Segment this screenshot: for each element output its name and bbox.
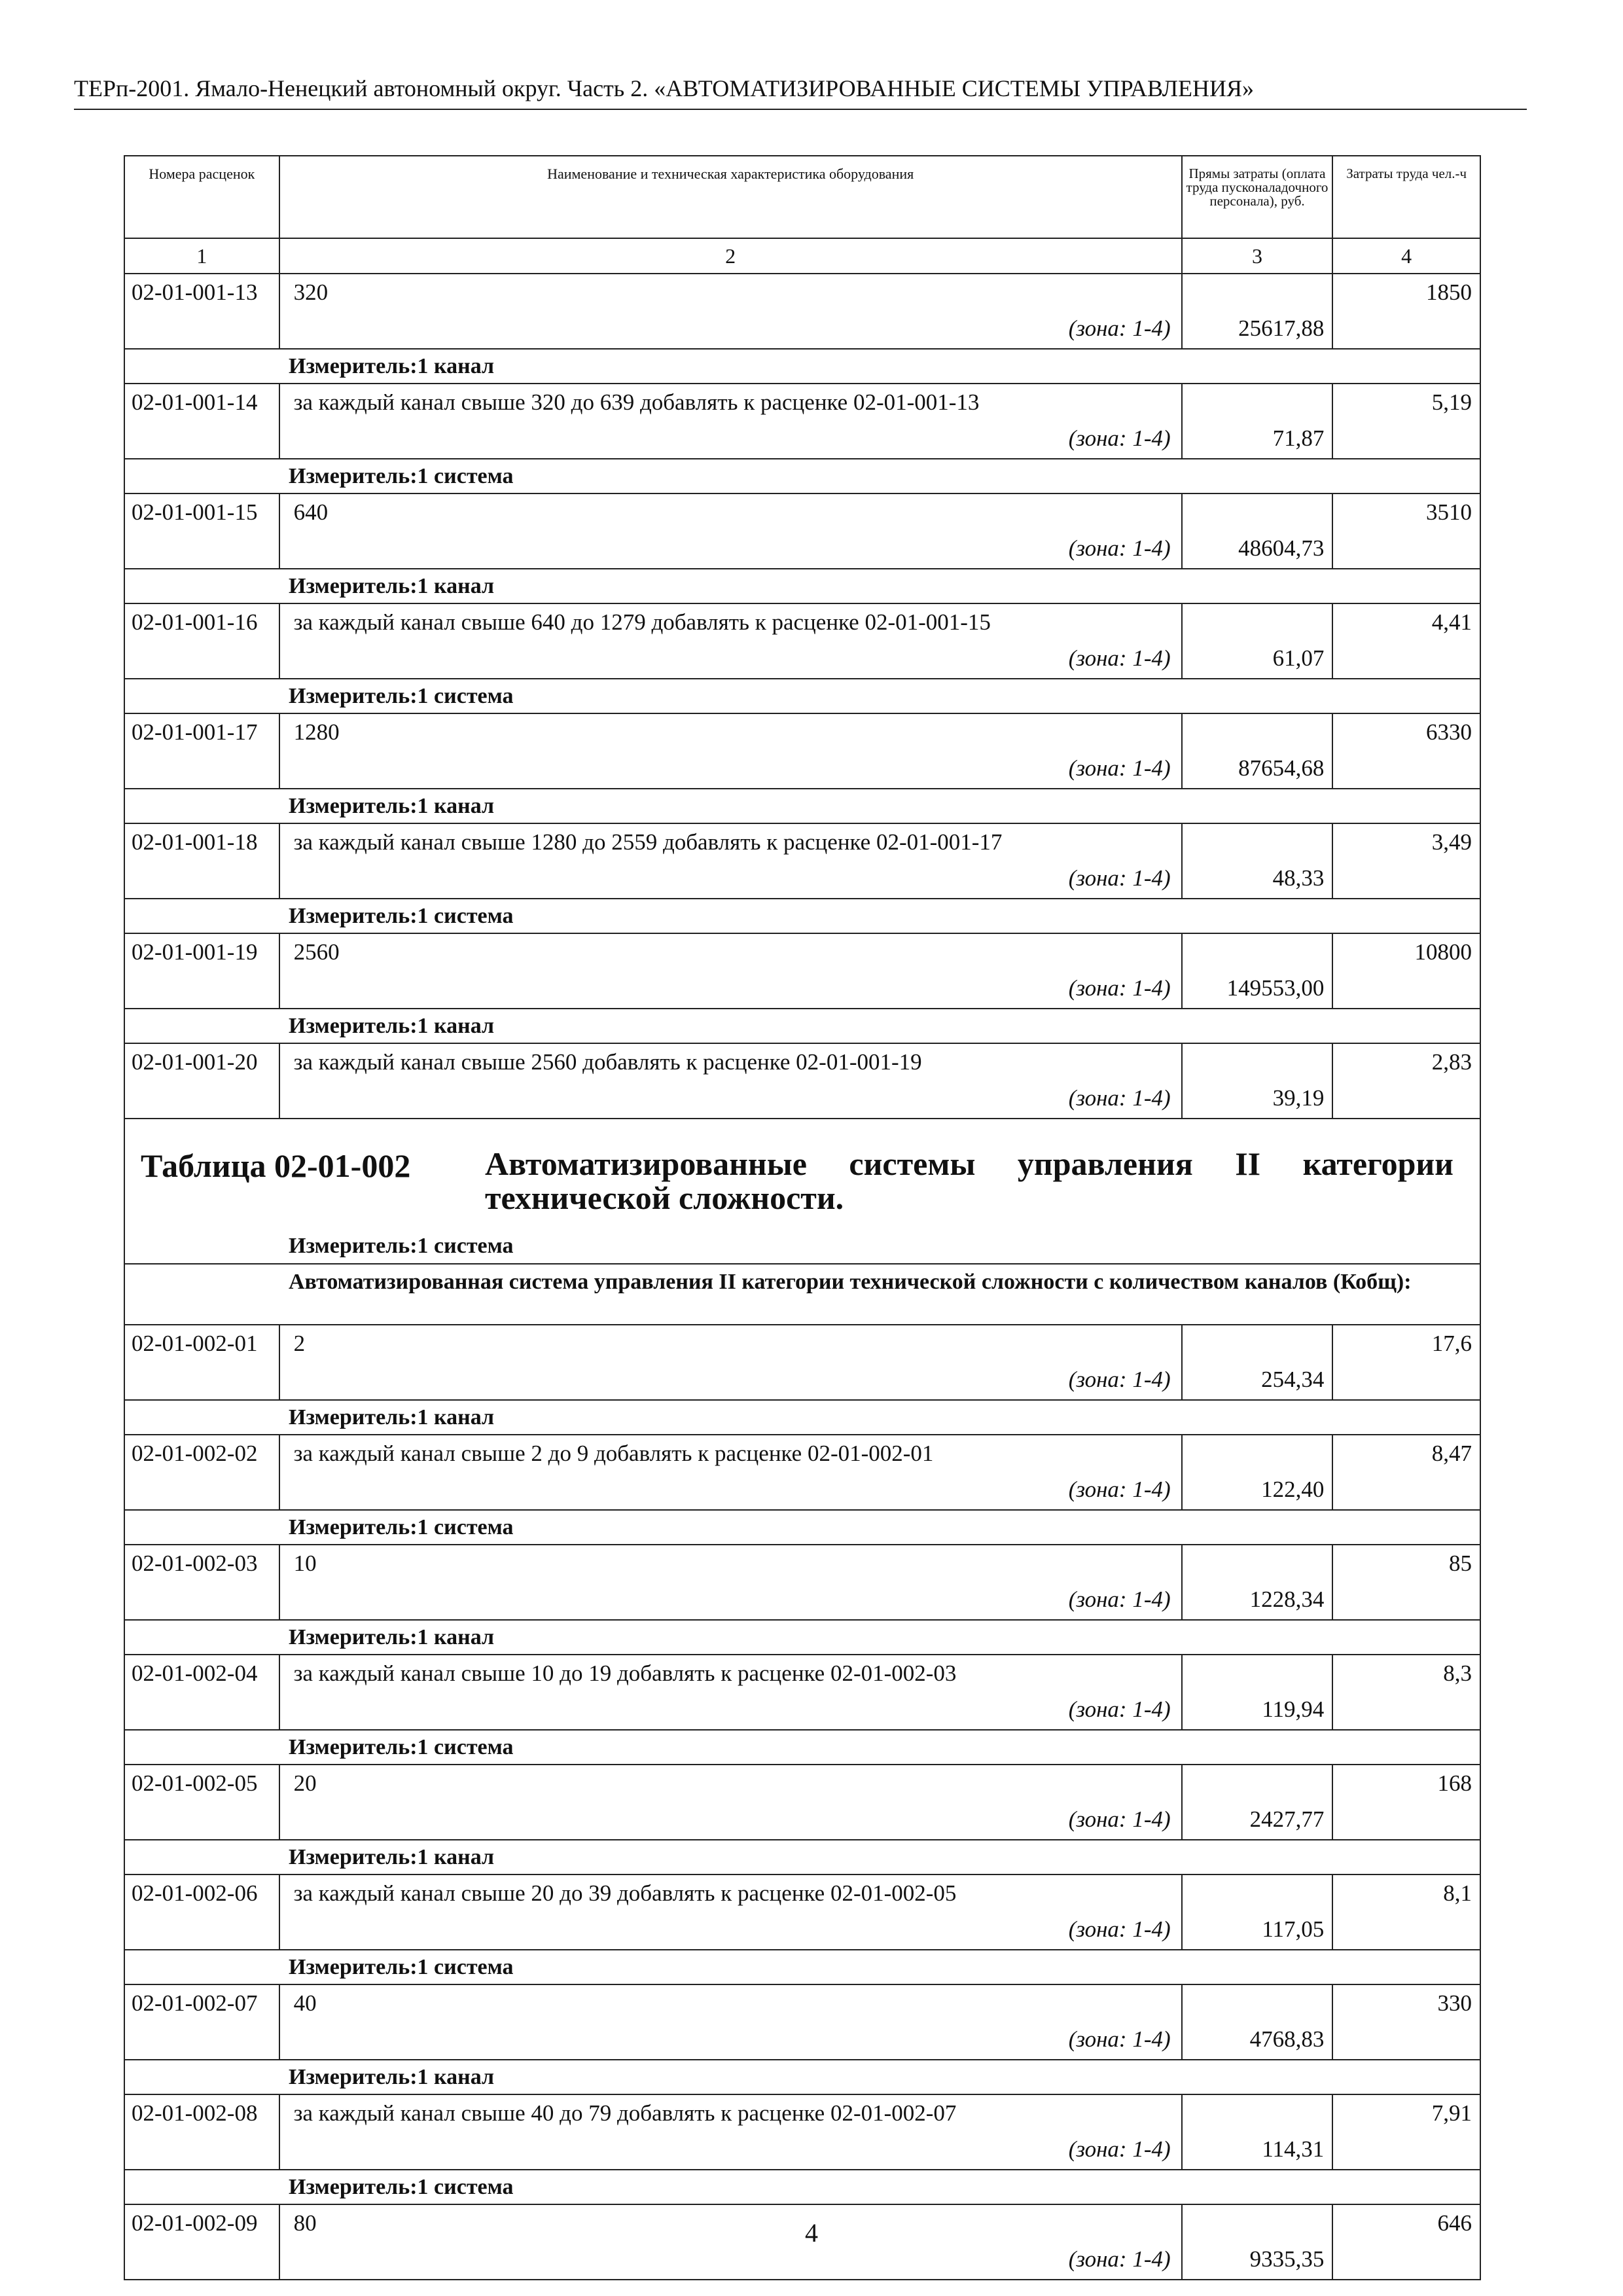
direct-cost-cell	[1182, 713, 1333, 789]
rate-code: 02-01-002-03	[124, 1545, 279, 1620]
rate-description-cell	[279, 933, 1182, 1009]
measure-row	[124, 1009, 1480, 1043]
measure-label: Измеритель:1 система	[124, 1950, 1480, 1984]
rate-code: 02-01-002-04	[124, 1655, 279, 1730]
rate-row	[124, 1874, 1480, 1950]
rate-description: за каждый канал свыше 2 до 9 добавлять к расценке 02-01-002-01	[293, 1441, 934, 1466]
direct-cost: 87654,68	[1238, 755, 1325, 781]
direct-cost-cell	[1182, 1435, 1333, 1510]
group-title-row	[124, 1264, 1480, 1325]
rate-description-cell	[279, 274, 1182, 349]
section-title: Автоматизированные системы управления II категории технической сложности.	[485, 1145, 1454, 1216]
rate-description: за каждый канал свыше 10 до 19 добавлять к расценке 02-01-002-03	[293, 1660, 957, 1686]
header-equipment-name: Наименование и техническая характеристика оборудования	[279, 156, 1182, 238]
zone-label: (зона: 1-4)	[1068, 2026, 1171, 2052]
measure-label: Измеритель:1 канал	[124, 349, 1480, 384]
direct-cost-cell	[1182, 603, 1333, 679]
measure-label: Измеритель:1 канал	[124, 569, 1480, 603]
rate-description-cell	[279, 1655, 1182, 1730]
header-direct-costs: Прямы затраты (оплата труда пусконаладочного персонала), руб.	[1182, 156, 1333, 238]
direct-cost-cell	[1182, 933, 1333, 1009]
direct-cost-cell	[1182, 493, 1333, 569]
rate-code: 02-01-002-02	[124, 1435, 279, 1510]
direct-cost: 61,07	[1272, 645, 1325, 671]
direct-cost: 71,87	[1272, 425, 1325, 451]
measure-label: Измеритель:1 канал	[124, 2060, 1480, 2094]
rate-description-cell	[279, 384, 1182, 459]
rate-code: 02-01-002-07	[124, 1984, 279, 2060]
rate-code: 02-01-001-13	[124, 274, 279, 349]
rate-description-cell	[279, 493, 1182, 569]
labor-cost: 1850	[1332, 274, 1480, 349]
zone-label: (зона: 1-4)	[1068, 535, 1171, 561]
measure-row	[124, 1730, 1480, 1765]
measure-row	[124, 1229, 1480, 1264]
labor-cost: 85	[1332, 1545, 1480, 1620]
direct-cost: 9335,35	[1249, 2246, 1325, 2272]
labor-cost: 8,3	[1332, 1655, 1480, 1730]
rate-description-cell	[279, 1545, 1182, 1620]
zone-label: (зона: 1-4)	[1068, 1477, 1171, 1502]
rate-description-cell	[279, 1765, 1182, 1840]
rate-description: 20	[293, 1770, 317, 1796]
rate-row	[124, 1435, 1480, 1510]
measure-label: Измеритель:1 канал	[124, 1620, 1480, 1655]
header-rate-numbers: Номера расценок	[124, 156, 279, 238]
direct-cost-cell	[1182, 1043, 1333, 1119]
column-number: 2	[279, 238, 1182, 274]
zone-label: (зона: 1-4)	[1068, 315, 1171, 341]
rate-description-cell	[279, 713, 1182, 789]
page-number: 4	[805, 2218, 818, 2248]
measure-row	[124, 349, 1480, 384]
rate-description: 2560	[293, 939, 340, 965]
zone-label: (зона: 1-4)	[1068, 2136, 1171, 2162]
zone-label: (зона: 1-4)	[1068, 645, 1171, 671]
direct-cost-cell	[1182, 1655, 1333, 1730]
rate-description-cell	[279, 1435, 1182, 1510]
measure-row	[124, 569, 1480, 603]
rate-code: 02-01-002-01	[124, 1325, 279, 1400]
rate-row	[124, 384, 1480, 459]
rate-row	[124, 1545, 1480, 1620]
measure-label: Измеритель:1 канал	[124, 1840, 1480, 1874]
rate-description: 10	[293, 1551, 317, 1576]
direct-cost: 25617,88	[1238, 315, 1325, 341]
rate-description: 1280	[293, 719, 340, 745]
zone-label: (зона: 1-4)	[1068, 1587, 1171, 1612]
direct-cost-cell	[1182, 274, 1333, 349]
zone-label: (зона: 1-4)	[1068, 1916, 1171, 1942]
rate-description: за каждый канал свыше 320 до 639 добавлять к расценке 02-01-001-13	[293, 389, 980, 415]
measure-label: Измеритель:1 система	[124, 1510, 1480, 1545]
measure-label: Измеритель:1 канал	[124, 1400, 1480, 1435]
direct-cost: 119,94	[1262, 1696, 1325, 1722]
measure-label: Измеритель:1 система	[124, 1730, 1480, 1765]
header-labor-costs: Затраты труда чел.-ч	[1332, 156, 1480, 238]
direct-cost-cell	[1182, 1325, 1333, 1400]
rate-row	[124, 1655, 1480, 1730]
measure-row	[124, 1620, 1480, 1655]
rate-description: 40	[293, 1990, 317, 2016]
rate-code: 02-01-002-05	[124, 1765, 279, 1840]
labor-cost: 330	[1332, 1984, 1480, 2060]
labor-cost: 5,19	[1332, 384, 1480, 459]
direct-cost: 122,40	[1261, 1477, 1325, 1502]
section-title-row	[124, 1119, 1480, 1229]
rate-code: 02-01-001-16	[124, 603, 279, 679]
rate-description: за каждый канал свыше 640 до 1279 добавлять к расценке 02-01-001-15	[293, 609, 991, 635]
rate-code: 02-01-001-15	[124, 493, 279, 569]
direct-cost: 39,19	[1272, 1085, 1325, 1111]
measure-row	[124, 1840, 1480, 1874]
rate-description: 2	[293, 1331, 306, 1356]
direct-cost: 149553,00	[1226, 975, 1325, 1001]
column-number: 3	[1182, 238, 1333, 274]
measure-row	[124, 789, 1480, 823]
rate-row	[124, 1325, 1480, 1400]
measure-label: Измеритель:1 система	[124, 459, 1480, 493]
rate-row	[124, 493, 1480, 569]
rate-description: за каждый канал свыше 1280 до 2559 добавлять к расценке 02-01-001-17	[293, 829, 1003, 855]
rate-description: 640	[293, 499, 329, 525]
rate-code: 02-01-002-06	[124, 1874, 279, 1950]
rate-code: 02-01-001-17	[124, 713, 279, 789]
rate-description-cell	[279, 2094, 1182, 2170]
rate-description-cell	[279, 1043, 1182, 1119]
rate-description: за каждый канал свыше 40 до 79 добавлять к расценке 02-01-002-07	[293, 2100, 957, 2126]
measure-row	[124, 899, 1480, 933]
rate-row	[124, 274, 1480, 349]
measure-label: Измеритель:1 система	[124, 679, 1480, 713]
direct-cost: 2427,77	[1249, 1806, 1325, 1832]
direct-cost: 254,34	[1261, 1367, 1325, 1392]
direct-cost: 4768,83	[1249, 2026, 1325, 2052]
rate-row	[124, 603, 1480, 679]
rate-description-cell	[279, 1874, 1182, 1950]
measure-row	[124, 1400, 1480, 1435]
direct-cost: 117,05	[1262, 1916, 1325, 1942]
rate-description-cell	[279, 1984, 1182, 2060]
column-number: 4	[1332, 238, 1480, 274]
rate-code: 02-01-001-20	[124, 1043, 279, 1119]
column-number-row	[124, 238, 1480, 274]
page-header: ТЕРп-2001. Ямало-Ненецкий автономный округ. Часть 2. «АВТОМАТИЗИРОВАННЫЕ СИСТЕМЫ УПРАВЛЕНИЯ»	[74, 72, 1527, 110]
direct-cost: 48,33	[1272, 865, 1325, 891]
rate-row	[124, 2094, 1480, 2170]
labor-cost: 4,41	[1332, 603, 1480, 679]
rate-description: за каждый канал свыше 2560 добавлять к расценке 02-01-001-19	[293, 1049, 922, 1075]
section-number: Таблица 02-01-002	[141, 1147, 411, 1184]
rate-code: 02-01-001-14	[124, 384, 279, 459]
zone-label: (зона: 1-4)	[1068, 1085, 1171, 1111]
zone-label: (зона: 1-4)	[1068, 1806, 1171, 1832]
direct-cost-cell	[1182, 2094, 1333, 2170]
rate-description-cell	[279, 1325, 1182, 1400]
measure-label: Измеритель:1 канал	[124, 1009, 1480, 1043]
measure-row	[124, 679, 1480, 713]
rate-code: 02-01-002-08	[124, 2094, 279, 2170]
labor-cost: 10800	[1332, 933, 1480, 1009]
labor-cost: 646	[1332, 2204, 1480, 2280]
zone-label: (зона: 1-4)	[1068, 755, 1171, 781]
section-title-block	[125, 1119, 1480, 1229]
rate-row	[124, 933, 1480, 1009]
rate-row	[124, 713, 1480, 789]
labor-cost: 3,49	[1332, 823, 1480, 899]
zone-label: (зона: 1-4)	[1068, 975, 1171, 1001]
rate-row	[124, 1043, 1480, 1119]
measure-label: Измеритель:1 система	[124, 899, 1480, 933]
labor-cost: 3510	[1332, 493, 1480, 569]
measure-row	[124, 459, 1480, 493]
measure-row	[124, 1510, 1480, 1545]
rate-code: 02-01-001-19	[124, 933, 279, 1009]
labor-cost: 2,83	[1332, 1043, 1480, 1119]
measure-row	[124, 2060, 1480, 2094]
labor-cost: 8,47	[1332, 1435, 1480, 1510]
measure-row	[124, 2170, 1480, 2204]
zone-label: (зона: 1-4)	[1068, 1696, 1171, 1722]
labor-cost: 7,91	[1332, 2094, 1480, 2170]
group-title: Автоматизированная система управления II категории технической сложности с количеством каналов (Кобщ):	[124, 1264, 1480, 1325]
direct-cost: 1228,34	[1249, 1587, 1325, 1612]
rates-table	[124, 155, 1481, 2280]
labor-cost: 6330	[1332, 713, 1480, 789]
table-header-row	[124, 156, 1480, 238]
rate-row	[124, 1984, 1480, 2060]
direct-cost-cell	[1182, 1545, 1333, 1620]
direct-cost-cell	[1182, 384, 1333, 459]
rate-description: 80	[293, 2210, 317, 2236]
measure-label: Измеритель:1 канал	[124, 789, 1480, 823]
rate-description-cell	[279, 823, 1182, 899]
direct-cost-cell	[1182, 823, 1333, 899]
zone-label: (зона: 1-4)	[1068, 2246, 1171, 2272]
zone-label: (зона: 1-4)	[1068, 1367, 1171, 1392]
zone-label: (зона: 1-4)	[1068, 425, 1171, 451]
direct-cost-cell	[1182, 1984, 1333, 2060]
labor-cost: 17,6	[1332, 1325, 1480, 1400]
rate-description: 320	[293, 279, 329, 305]
labor-cost: 168	[1332, 1765, 1480, 1840]
rate-description-cell	[279, 603, 1182, 679]
direct-cost: 48604,73	[1238, 535, 1325, 561]
rate-code: 02-01-002-09	[124, 2204, 279, 2280]
measure-label: Измеритель:1 система	[124, 1229, 1480, 1264]
measure-row	[124, 1950, 1480, 1984]
direct-cost-cell	[1182, 1765, 1333, 1840]
rate-code: 02-01-001-18	[124, 823, 279, 899]
direct-cost-cell	[1182, 1874, 1333, 1950]
measure-label: Измеритель:1 система	[124, 2170, 1480, 2204]
rate-row	[124, 823, 1480, 899]
zone-label: (зона: 1-4)	[1068, 865, 1171, 891]
direct-cost: 114,31	[1262, 2136, 1325, 2162]
rate-description: за каждый канал свыше 20 до 39 добавлять к расценке 02-01-002-05	[293, 1880, 957, 1906]
labor-cost: 8,1	[1332, 1874, 1480, 1950]
rate-row	[124, 1765, 1480, 1840]
column-number: 1	[124, 238, 279, 274]
